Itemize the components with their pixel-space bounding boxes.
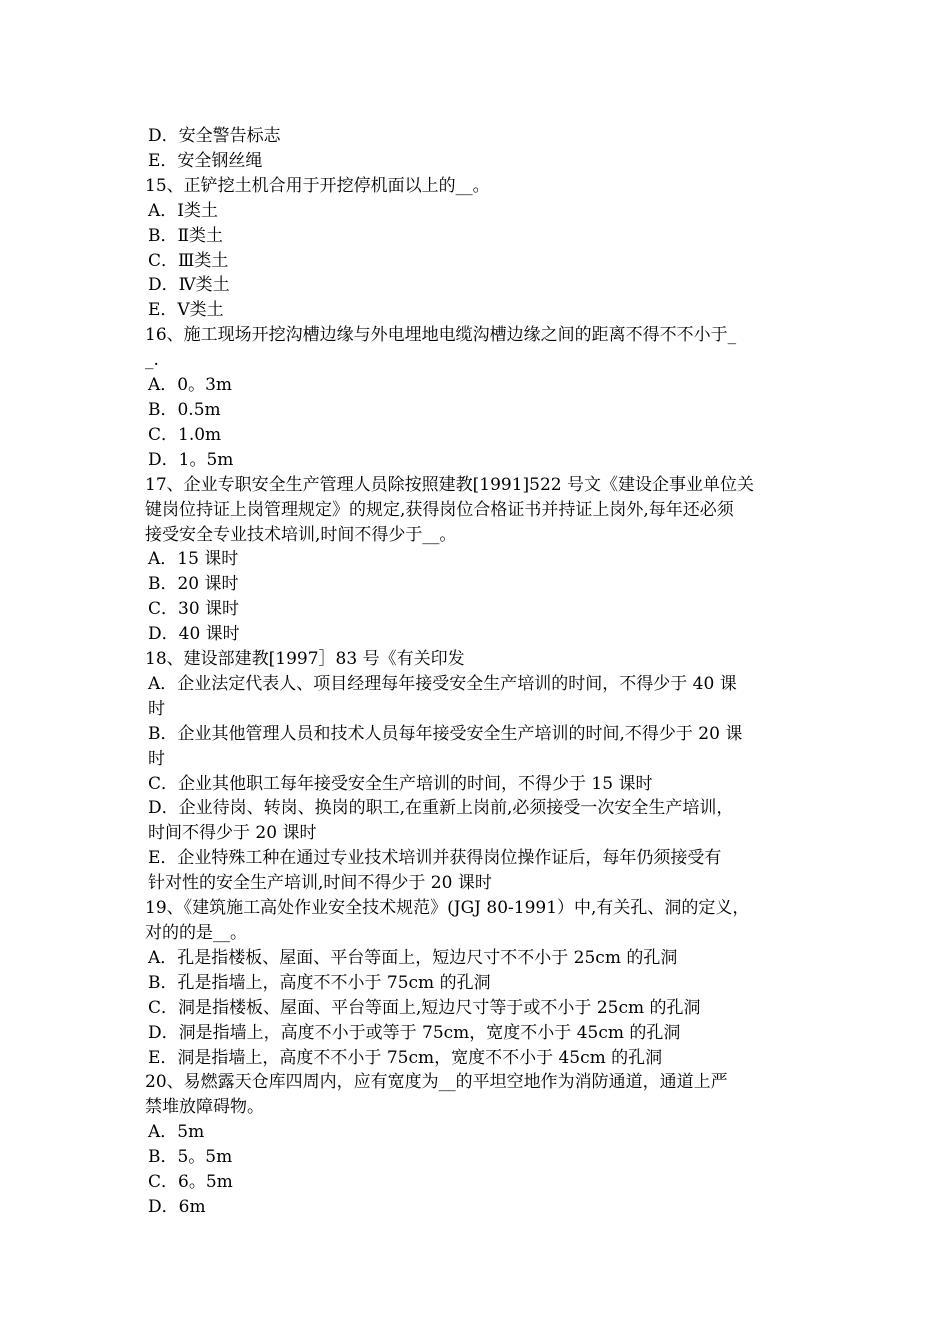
answer-option-line: C．1.0m (148, 424, 222, 445)
question-text-line: 键岗位持证上岗管理规定》的规定,获得岗位合格证书并持证上岗外,每年还必须 (145, 499, 734, 520)
answer-option-line: E．Ⅴ类土 (148, 300, 224, 321)
answer-option-line: A．15 课时 (148, 549, 239, 570)
answer-option-line: 时 (148, 698, 165, 719)
answer-option-line: C．洞是指楼板、屋面、平台等面上,短边尺寸等于或不小于 25cm 的孔洞 (148, 997, 701, 1018)
answer-option-line: D．企业待岗、转岗、换岗的职工,在重新上岗前,必须接受一次安全生产培训， (148, 798, 734, 819)
answer-option-line: C．企业其他职工每年接受安全生产培训的时间，不得少于 15 课时 (148, 773, 653, 794)
answer-option-line: D．安全警告标志 (148, 126, 281, 146)
answer-option-line: A．孔是指楼板、屋面、平台等面上，短边尺寸不不小于 25cm 的孔洞 (148, 947, 678, 968)
answer-option-line: B．5。5m (148, 1147, 233, 1168)
answer-option-line: D．6m (148, 1196, 206, 1217)
answer-option-line: A．5m (148, 1122, 205, 1143)
answer-option-line: D．1。5m (148, 449, 234, 470)
answer-option-line: A．Ⅰ类土 (148, 200, 218, 221)
question-text-line: 16、施工现场开挖沟槽边缘与外电埋地电缆沟槽边缘之间的距离不得不不小于_ (145, 325, 737, 346)
question-text-line: 17、企业专职安全生产管理人员除按照建教[1991]522 号文《建设企事业单位关 (145, 474, 755, 495)
answer-option-line: B．0.5m (148, 399, 221, 420)
answer-option-line: 时间不得少于 20 课时 (148, 823, 317, 844)
answer-option-line: A．企业法定代表人、项目经理每年接受安全生产培训的时间，不得少于 40 课 (148, 673, 737, 694)
question-text-line: 对的的是__。 (145, 923, 247, 943)
answer-option-line: C．Ⅲ类土 (148, 250, 229, 271)
answer-option-line: D．洞是指墙上，高度不小于或等于 75cm，宽度不小于 45cm 的孔洞 (148, 1022, 681, 1043)
question-text-line: 20、易燃露天仓库四周内，应有宽度为__的平坦空地作为消防通道，通道上严 (145, 1072, 728, 1093)
answer-option-line: C．30 课时 (148, 599, 240, 620)
question-text-line: 15、正铲挖土机合用于开挖停机面以上的__。 (145, 175, 490, 196)
answer-option-line: B．Ⅱ类土 (148, 225, 224, 246)
answer-option-line: B．企业其他管理人员和技术人员每年接受安全生产培训的时间,不得少于 20 课 (148, 723, 743, 744)
question-text-line: 18、建设部建教[1997］83 号《有关印发 (145, 649, 465, 670)
answer-option-line: E．安全钢丝绳 (148, 150, 263, 171)
answer-option-line: B．孔是指墙上，高度不不小于 75cm 的孔洞 (148, 972, 491, 993)
question-text-line: 19、《建筑施工高处作业安全技术规范》(JGJ 80-1991）中,有关孔、洞的定义， (145, 898, 750, 919)
answer-option-line: D．40 课时 (148, 624, 240, 645)
answer-option-line: C．6。5m (148, 1172, 233, 1193)
document-body (145, 124, 813, 1220)
answer-option-line: E．洞是指墙上，高度不不小于 75cm，宽度不不小于 45cm 的孔洞 (148, 1047, 663, 1068)
answer-option-line: B．20 课时 (148, 574, 239, 595)
answer-option-line: 时 (148, 748, 165, 769)
question-text-line: _. (145, 350, 159, 371)
question-text-line: 禁堆放障碍物。 (145, 1097, 264, 1118)
question-text-line: 接受安全专业技术培训,时间不得少于__。 (145, 524, 457, 545)
answer-option-line: A．0。3m (148, 375, 233, 396)
answer-option-line: D．Ⅳ类土 (148, 275, 230, 296)
answer-option-line: E．企业特殊工种在通过专业技术培训并获得岗位操作证后，每年仍须接受有 (148, 848, 722, 869)
answer-option-line: 针对性的安全生产培训,时间不得少于 20 课时 (148, 873, 492, 894)
